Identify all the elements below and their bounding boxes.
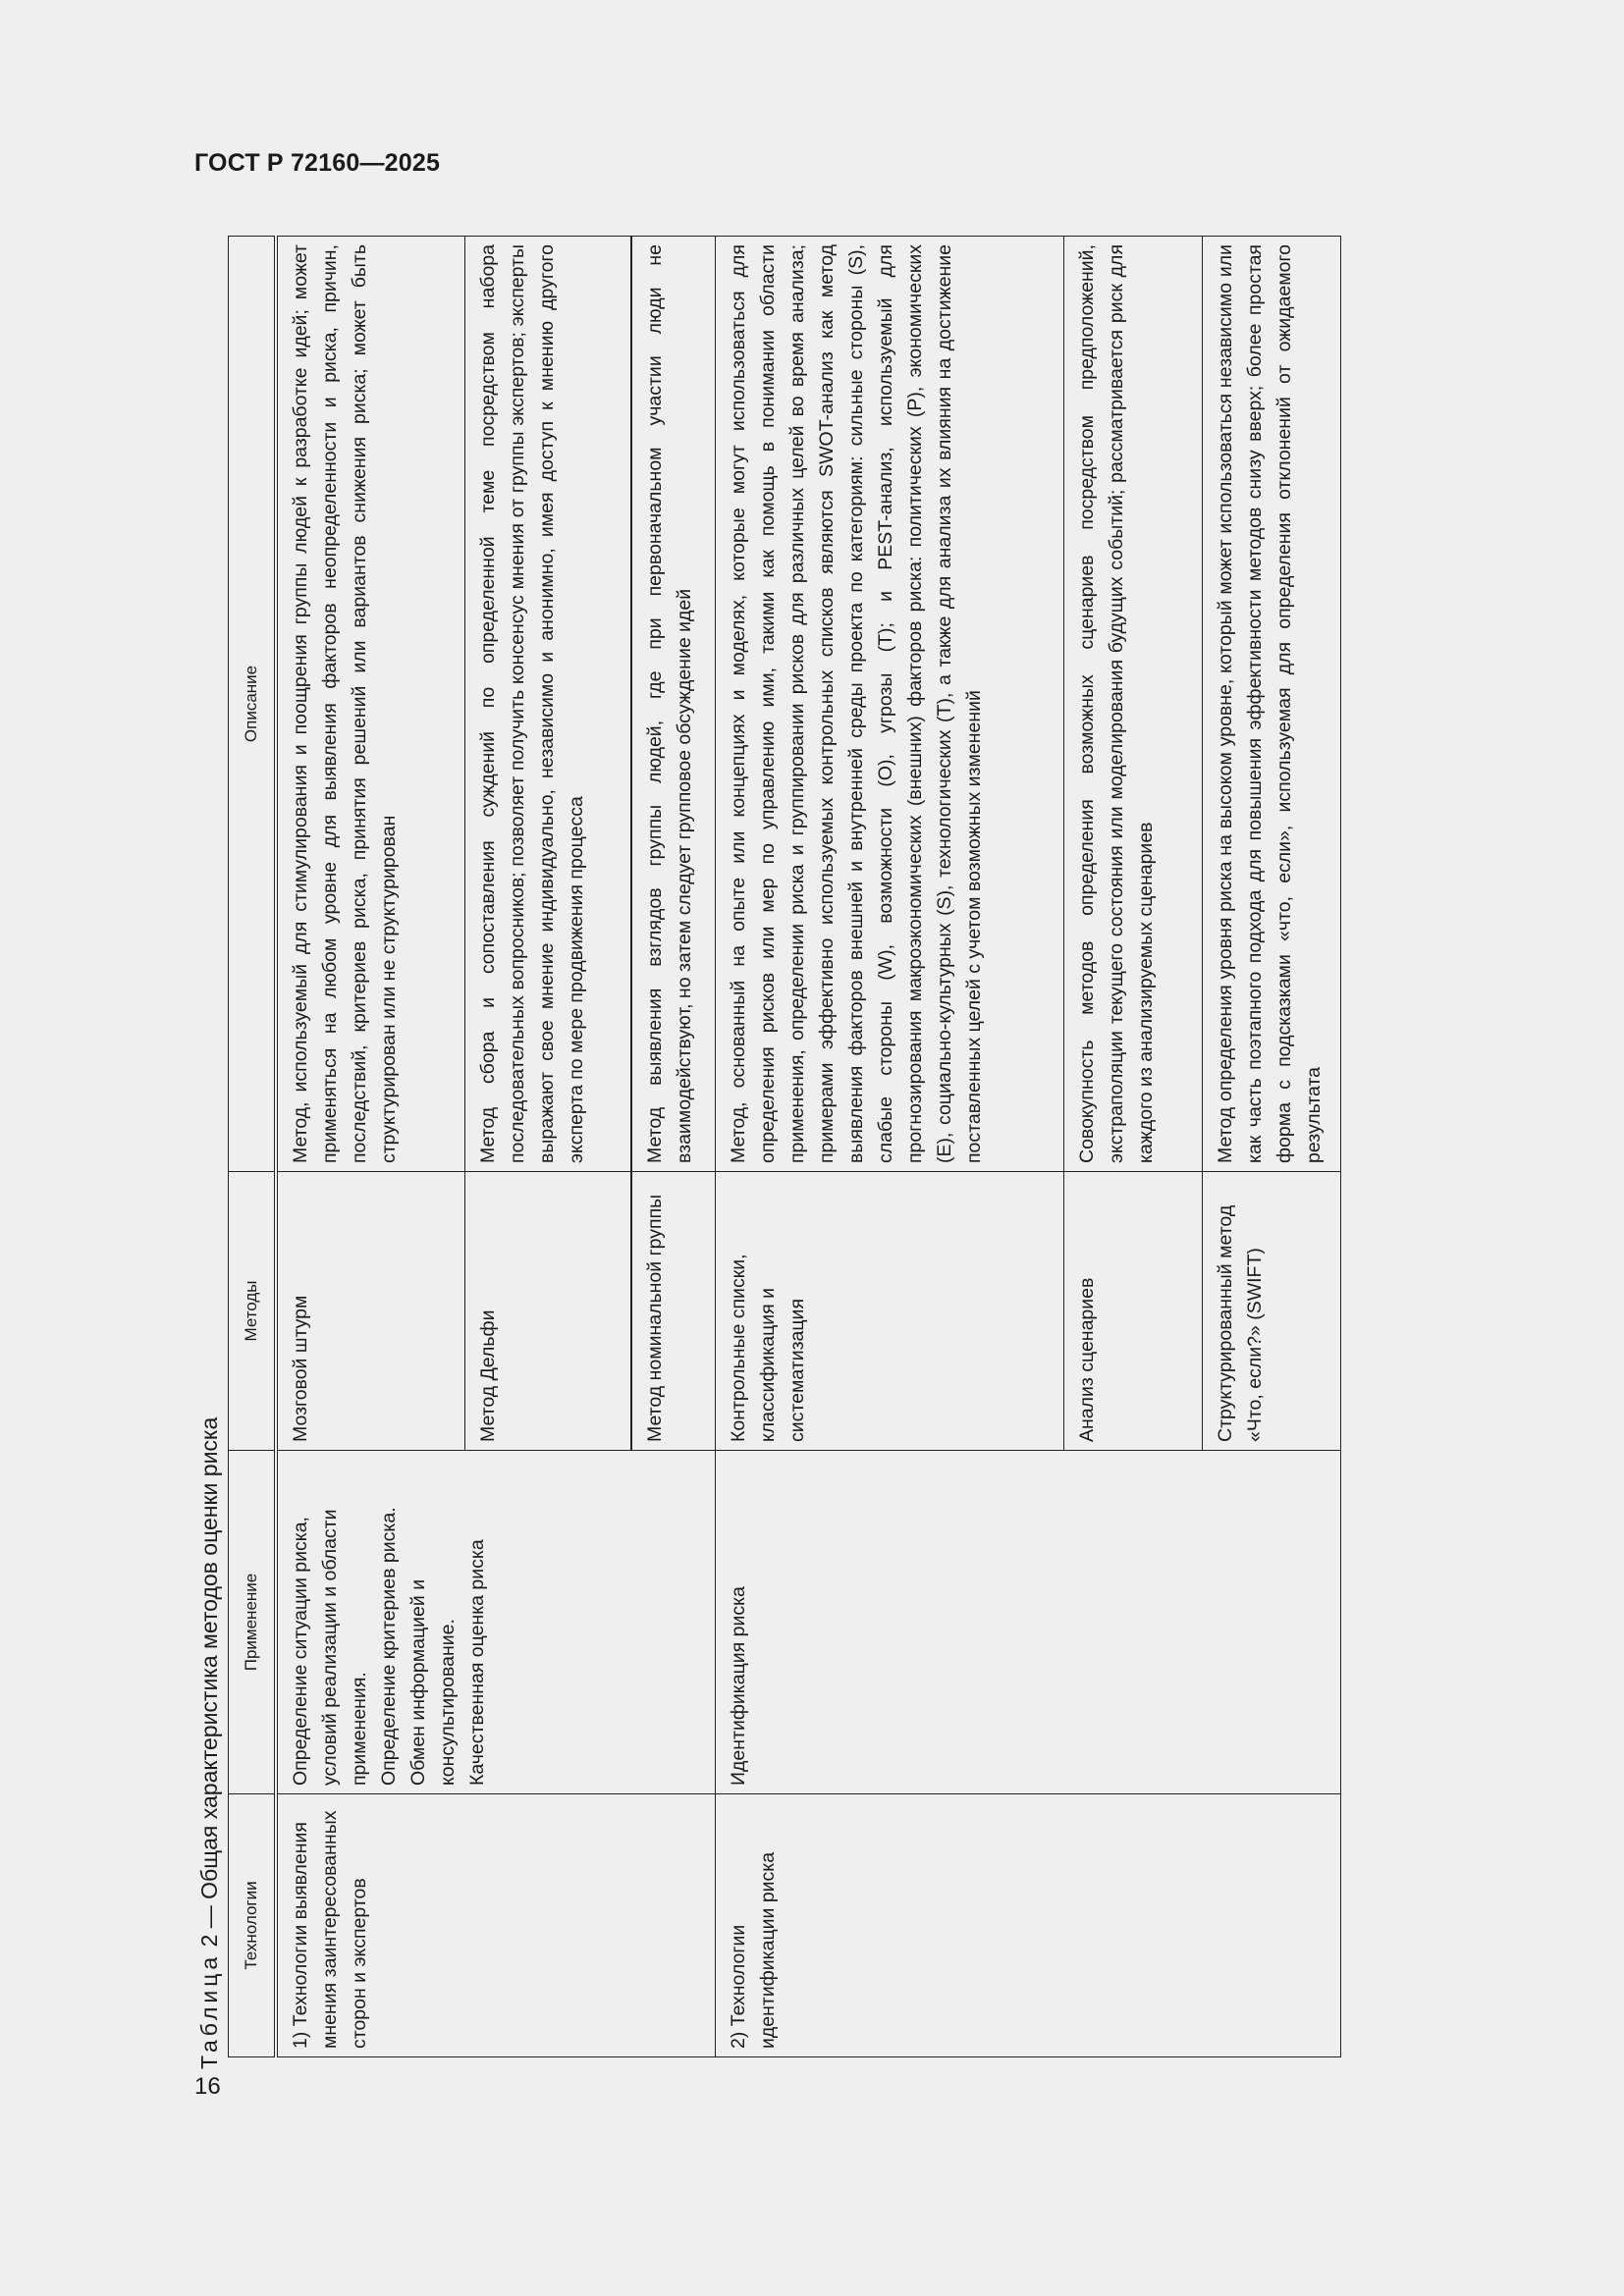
application-line: Качественная оценка риска bbox=[466, 1539, 488, 1786]
table-caption bbox=[196, 1417, 223, 2069]
method-cell: Структурированный метод «Что, если?» (SWIFT) bbox=[1203, 1172, 1341, 1451]
rotated-table-area bbox=[192, 234, 1325, 2069]
column-header-application: Применение bbox=[229, 1451, 277, 1794]
application-line: Определение критериев риска. bbox=[378, 1507, 400, 1786]
column-header-methods: Методы bbox=[229, 1172, 277, 1451]
application-cell: Идентификация риска bbox=[716, 1451, 1341, 1794]
application-line: Обмен информацией и консультирование. bbox=[407, 1578, 459, 1786]
description-cell: Совокупность методов определения возможных сценариев посредством предположений, экстраполяции текущего состояния или моделирования будущих событий; рассматривается риск для каждого из анализируемых сценариев bbox=[1064, 237, 1203, 1172]
method-cell: Метод Дельфи bbox=[465, 1172, 632, 1451]
column-header-description: Описание bbox=[229, 237, 277, 1172]
table-caption-number: 2 bbox=[196, 1934, 222, 1948]
page-number: 16 bbox=[194, 2073, 221, 2100]
table-row bbox=[276, 237, 465, 2057]
table-caption-prefix: Таблица bbox=[196, 1952, 222, 2069]
description-cell: Метод сбора и сопоставления суждений по определенной теме посредством набора последовательных вопросников; позволяет получить консенсус мнения от группы экспертов; эксперты выражают свое мнение индивидуально, независимо и анонимно, имея доступ к мнению другого эксперта по мере продвижения процесса bbox=[465, 237, 632, 1172]
technology-cell: 1) Технологии выявления мнения заинтересованных сторон и экспертов bbox=[276, 1794, 716, 2057]
description-cell: Метод определения уровня риска на высоком уровне, который может использоваться независимо или как часть поэтапного подхода для повышения эффективности методов снизу вверх; более простая форма с подсказками «что, если», используемая для определения отклонений от ожидаемого результата bbox=[1203, 237, 1341, 1172]
column-header-technologies: Технологии bbox=[229, 1794, 277, 2057]
table-row bbox=[716, 237, 1064, 2057]
method-cell: Анализ сценариев bbox=[1064, 1172, 1203, 1451]
document-header: ГОСТ Р 72160—2025 bbox=[194, 149, 441, 177]
technology-cell: 2) Технологии идентификации риска bbox=[716, 1794, 1341, 2057]
table-header-row bbox=[229, 237, 277, 2057]
application-cell bbox=[276, 1451, 716, 1794]
method-cell: Контрольные списки, классификация и систематизация bbox=[716, 1172, 1064, 1451]
description-cell: Метод, основанный на опыте или концепциях и моделях, которые могут использоваться для определения рисков или мер по управлению ими, такими как помощь в понимании области применения, определении риска и группировании рисков для различных целей во время анализа; примерами эффективно используемых контрольных списков являются SWOT-анализ как метод выявления факторов внешней и внутренней среды проекта по категориям: сильные стороны (S), слабые стороны (W), возможности (O), угрозы (T); и PEST-анализ, используемый для прогнозирования макроэкономических (внешних) факторов риска: политических (P), экономических (E), социально-культурных (S), технологических (T), а также для анализа их влияния на достижение поставленных целей с учетом возможных изменений bbox=[716, 237, 1064, 1172]
methods-table bbox=[228, 236, 1341, 2057]
method-cell: Мозговой штурм bbox=[276, 1172, 465, 1451]
application-line: Определение ситуации риска, условий реализации и области применения. bbox=[290, 1509, 370, 1786]
method-cell: Метод номинальной группы bbox=[631, 1172, 716, 1451]
table-caption-text: — Общая характеристика методов оценки риска bbox=[196, 1416, 222, 1935]
description-cell: Метод, используемый для стимулирования и поощрения группы людей к разработке идей; может применяться на любом уровне для выявления факторов неопределенности и риска, причин, последствий, критериев риска, принятия решений или вариантов снижения риска; может быть структурирован или не структурирован bbox=[276, 237, 465, 1172]
description-cell: Метод выявления взглядов группы людей, где при первоначальном участии люди не взаимодействуют, но затем следует групповое обсуждение идей bbox=[631, 237, 716, 1172]
